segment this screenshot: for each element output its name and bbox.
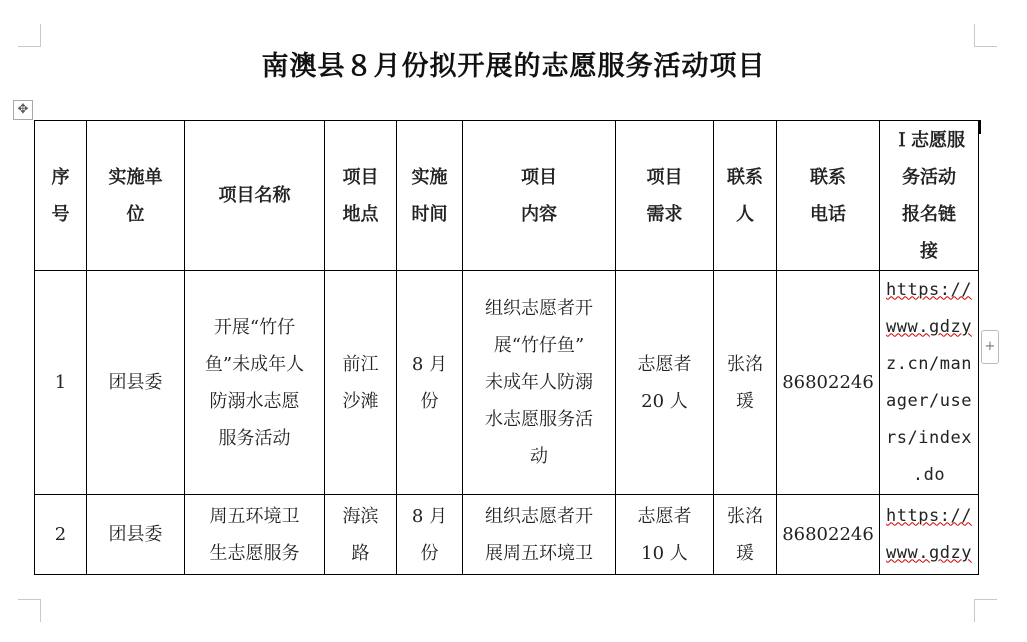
page-corner-mark-bottom-left bbox=[18, 599, 41, 622]
header-link: Ｉ志愿服 务活动 报名链 接 bbox=[880, 121, 979, 271]
table-row bbox=[35, 495, 979, 575]
table-header-row bbox=[35, 121, 979, 271]
add-column-icon[interactable]: + bbox=[981, 330, 999, 364]
header-phone: 联系 电话 bbox=[777, 121, 880, 271]
cell-phone: 86802246 bbox=[777, 271, 880, 495]
page-corner-mark-bottom-right bbox=[974, 599, 997, 622]
cell-content: 组织志愿者开 展周五环境卫 bbox=[463, 495, 616, 575]
header-need: 项目 需求 bbox=[616, 121, 714, 271]
header-project-name: 项目名称 bbox=[185, 121, 325, 271]
cell-need: 志愿者 10 人 bbox=[616, 495, 714, 575]
document-title: 南澳县８月份拟开展的志愿服务活动项目 bbox=[261, 51, 766, 82]
text-cursor bbox=[979, 120, 981, 134]
header-unit: 实施单 位 bbox=[87, 121, 185, 271]
cell-unit: 团县委 bbox=[87, 495, 185, 575]
table-row bbox=[35, 271, 979, 495]
cell-content: 组织志愿者开 展“竹仔鱼” 未成年人防溺 水志愿服务活 动 bbox=[463, 271, 616, 495]
header-seq: 序 号 bbox=[35, 121, 87, 271]
header-time: 实施 时间 bbox=[397, 121, 463, 271]
cell-unit: 团县委 bbox=[87, 271, 185, 495]
cell-contact: 张洺 瑗 bbox=[714, 271, 777, 495]
cell-place: 海滨 路 bbox=[325, 495, 397, 575]
header-content: 项目 内容 bbox=[463, 121, 616, 271]
cell-need: 志愿者 20 人 bbox=[616, 271, 714, 495]
table-move-handle-icon[interactable]: ✥ bbox=[13, 100, 33, 120]
cell-seq: 1 bbox=[35, 271, 87, 495]
cell-signup-link[interactable]: https:// www.gdzy bbox=[880, 495, 979, 575]
header-place: 项目 地点 bbox=[325, 121, 397, 271]
cell-project-name: 开展“竹仔 鱼”未成年人 防溺水志愿 服务活动 bbox=[185, 271, 325, 495]
cell-time: 8 月 份 bbox=[397, 271, 463, 495]
cell-project-name: 周五环境卫 生志愿服务 bbox=[185, 495, 325, 575]
cell-time: 8 月 份 bbox=[397, 495, 463, 575]
cell-phone: 86802246 bbox=[777, 495, 880, 575]
header-contact: 联系 人 bbox=[714, 121, 777, 271]
activity-table bbox=[34, 120, 979, 575]
cell-contact: 张洺 瑗 bbox=[714, 495, 777, 575]
cell-signup-link[interactable]: https:// www.gdzy z.cn/man ager/use rs/index .do bbox=[880, 271, 979, 495]
cell-place: 前江 沙滩 bbox=[325, 271, 397, 495]
cell-seq: 2 bbox=[35, 495, 87, 575]
